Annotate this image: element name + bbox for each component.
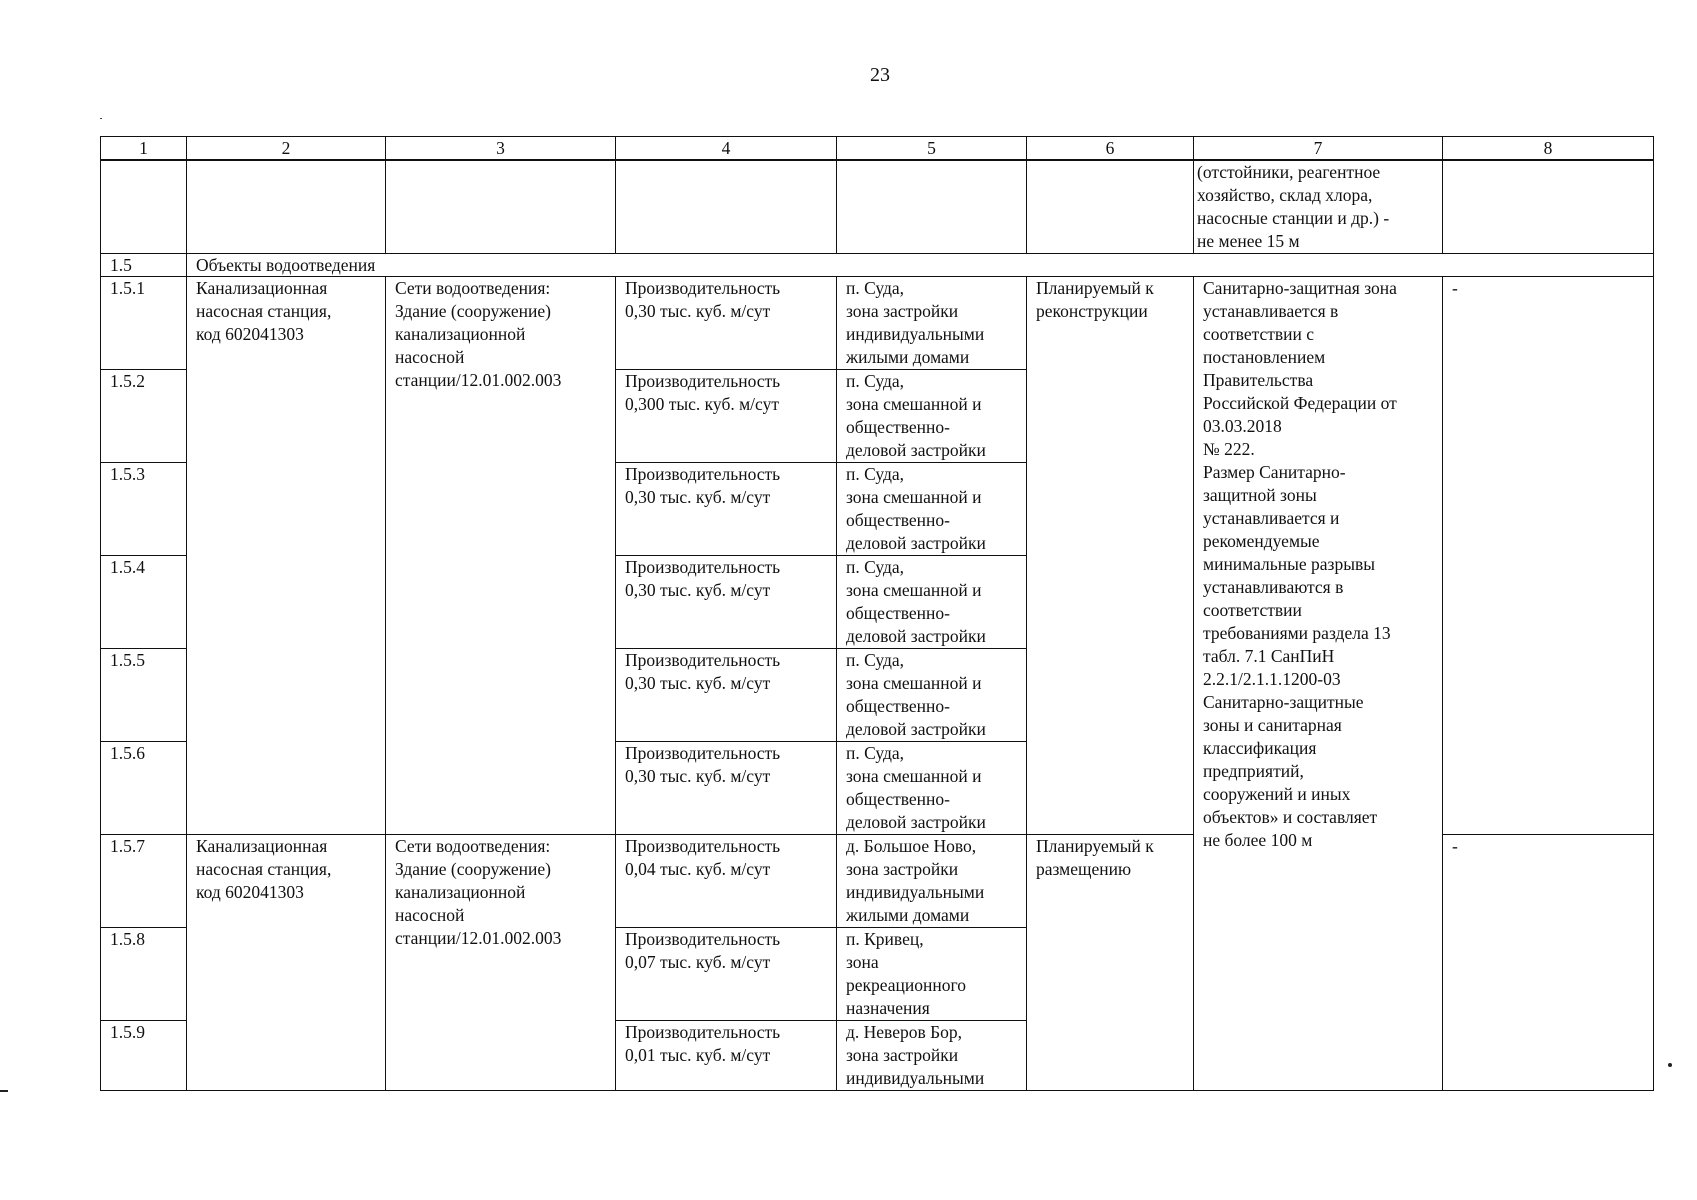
table-row — [101, 277, 1654, 370]
header-cell: 7 — [1194, 137, 1443, 161]
header-cell: 2 — [187, 137, 386, 161]
row-number: 1.5.4 — [101, 556, 187, 649]
capacity-cell: Производительность 0,01 тыс. куб. м/сут — [616, 1021, 837, 1091]
capacity-cell: Производительность 0,30 тыс. куб. м/сут — [616, 463, 837, 556]
capacity-cell: Производительность 0,04 тыс. куб. м/сут — [616, 835, 837, 928]
location-cell: д. Неверов Бор, зона застройки индивидуальными — [837, 1021, 1027, 1091]
capacity-cell: Производительность 0,30 тыс. куб. м/сут — [616, 649, 837, 742]
continuation-text: (отстойники, реагентное хозяйство, склад хлора, насосные станции и др.) - не менее 15 м — [1194, 160, 1443, 254]
status-cell: Планируемый к реконструкции — [1027, 277, 1194, 835]
sanitary-zone-text: Санитарно-защитная зона устанавливается в соответствии с постановлением Правительства Российской Федерации от 03.03.2018 № 222. Размер Санитарно- защитной зоны устанавливается и рекомендуемые минимальные разрывы устанавливаются в соответствии требованиями раздела 13 табл. 7.1 СанПиН 2.2.1/2.1.1.1200-03 Санитарно-защитные зоны и санитарная классификация предприятий, сооружений и иных объектов» и составляет не более 100 м — [1194, 277, 1443, 1091]
row-number: 1.5.5 — [101, 649, 187, 742]
objects-table — [100, 136, 1654, 1091]
location-cell: п. Суда, зона смешанной и общественно- деловой застройки — [837, 370, 1027, 463]
location-cell: п. Суда, зона смешанной и общественно- деловой застройки — [837, 556, 1027, 649]
row-number: 1.5.2 — [101, 370, 187, 463]
row-number: 1.5.6 — [101, 742, 187, 835]
object-name: Канализационная насосная станция, код 602041303 — [187, 277, 386, 835]
section-row — [101, 254, 1654, 277]
row-number: 1.5.8 — [101, 928, 187, 1021]
row-number: 1.5.1 — [101, 277, 187, 370]
location-cell: п. Суда, зона смешанной и общественно- деловой застройки — [837, 742, 1027, 835]
header-cell: 5 — [837, 137, 1027, 161]
header-cell: 6 — [1027, 137, 1194, 161]
header-cell: 1 — [101, 137, 187, 161]
page-number: 23 — [870, 64, 890, 86]
header-cell: 8 — [1443, 137, 1654, 161]
capacity-cell: Производительность 0,30 тыс. куб. м/сут — [616, 277, 837, 370]
section-title: Объекты водоотведения — [187, 254, 1654, 277]
capacity-cell: Производительность 0,30 тыс. куб. м/сут — [616, 742, 837, 835]
object-type: Сети водоотведения: Здание (сооружение) канализационной насосной станции/12.01.002.003 — [386, 835, 616, 1091]
capacity-cell: Производительность 0,300 тыс. куб. м/сут — [616, 370, 837, 463]
location-cell: п. Суда, зона смешанной и общественно- деловой застройки — [837, 463, 1027, 556]
continuation-row — [101, 160, 1654, 254]
row-number: 1.5.7 — [101, 835, 187, 928]
object-name: Канализационная насосная станция, код 602041303 — [187, 835, 386, 1091]
note-cell: - — [1443, 277, 1654, 835]
scan-dot — [1668, 1063, 1672, 1067]
header-row — [101, 137, 1654, 161]
location-cell: д. Большое Ново, зона застройки индивидуальными жилыми домами — [837, 835, 1027, 928]
capacity-cell: Производительность 0,30 тыс. куб. м/сут — [616, 556, 837, 649]
capacity-cell: Производительность 0,07 тыс. куб. м/сут — [616, 928, 837, 1021]
location-cell: п. Кривец, зона рекреационного назначения — [837, 928, 1027, 1021]
note-cell: - — [1443, 835, 1654, 1091]
scan-speck — [100, 118, 102, 119]
location-cell: п. Суда, зона смешанной и общественно- деловой застройки — [837, 649, 1027, 742]
row-number: 1.5.3 — [101, 463, 187, 556]
section-number: 1.5 — [101, 254, 187, 277]
object-type: Сети водоотведения: Здание (сооружение) канализационной насосной станции/12.01.002.003 — [386, 277, 616, 835]
row-number: 1.5.9 — [101, 1021, 187, 1091]
header-cell: 3 — [386, 137, 616, 161]
location-cell: п. Суда, зона застройки индивидуальными жилыми домами — [837, 277, 1027, 370]
scan-mark — [0, 1090, 8, 1092]
header-cell: 4 — [616, 137, 837, 161]
status-cell: Планируемый к размещению — [1027, 835, 1194, 1091]
